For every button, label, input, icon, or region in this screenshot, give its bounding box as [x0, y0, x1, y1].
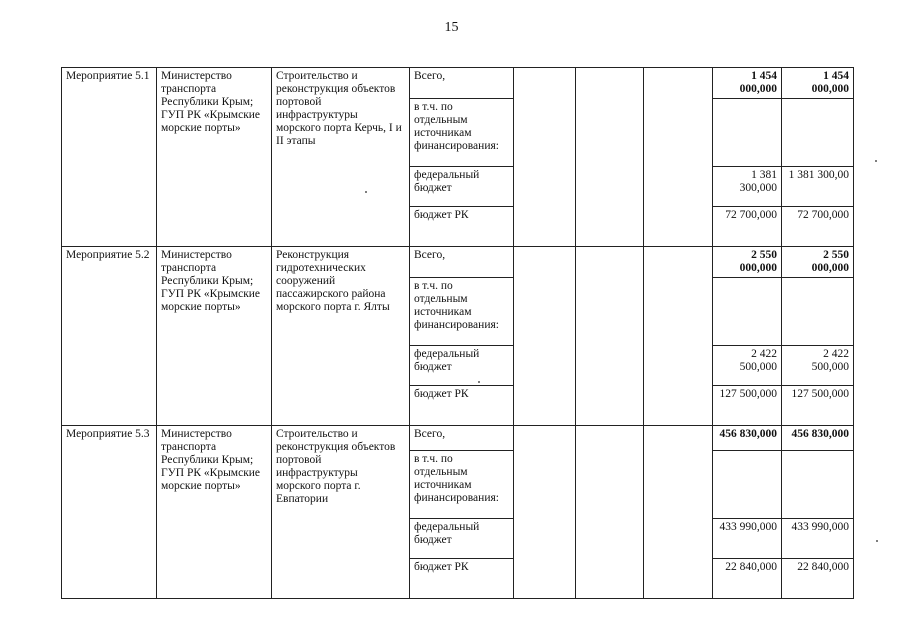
empty-cell — [782, 278, 854, 346]
budget-table — [61, 67, 854, 599]
description-cell: Реконструкция гидротехнических сооружений пассажирского района морского порта г. Ялты — [272, 247, 410, 426]
table-row — [62, 68, 854, 99]
federal-amount-cell: 1 381 300,00 — [782, 167, 854, 207]
total-amount-cell: 456 830,000 — [782, 426, 854, 451]
rk-label-cell: бюджет РК — [410, 386, 514, 426]
total-amount-cell: 456 830,000 — [713, 426, 782, 451]
total-amount-cell: 1 454 000,000 — [782, 68, 854, 99]
total-label-cell: Всего, — [410, 426, 514, 451]
event-cell: Мероприятие 5.1 — [62, 68, 157, 247]
page-number: 15 — [444, 20, 459, 35]
empty-cell — [782, 451, 854, 519]
empty-cell — [576, 247, 644, 426]
empty-cell — [576, 68, 644, 247]
empty-cell — [644, 247, 713, 426]
federal-amount-cell: 433 990,000 — [782, 519, 854, 559]
total-label-cell: Всего, — [410, 247, 514, 278]
federal-label-cell: федеральный бюджет — [410, 167, 514, 207]
description-cell: Строительство и реконструкция объектов портовой инфраструктуры морского порта Керчь, I и II этапы — [272, 68, 410, 247]
rk-amount-cell: 127 500,000 — [782, 386, 854, 426]
scan-speck — [875, 160, 877, 162]
scan-speck — [876, 540, 878, 542]
event-cell: Мероприятие 5.3 — [62, 426, 157, 599]
executor-cell: Министерство транспорта Республики Крым; ГУП РК «Крымские морские порты» — [157, 247, 272, 426]
scan-speck — [478, 381, 480, 383]
empty-cell — [713, 451, 782, 519]
executor-cell: Министерство транспорта Республики Крым; ГУП РК «Крымские морские порты» — [157, 426, 272, 599]
scan-speck — [365, 191, 367, 193]
total-amount-cell: 2 550 000,000 — [713, 247, 782, 278]
rk-label-cell: бюджет РК — [410, 207, 514, 247]
federal-amount-cell: 2 422 500,000 — [713, 346, 782, 386]
total-amount-cell: 2 550 000,000 — [782, 247, 854, 278]
federal-amount-cell: 1 381 300,000 — [713, 167, 782, 207]
empty-cell — [514, 68, 576, 247]
empty-cell — [713, 278, 782, 346]
sources-label-cell: в т.ч. по отдельным источникам финансирования: — [410, 99, 514, 167]
rk-amount-cell: 72 700,000 — [782, 207, 854, 247]
total-label-cell: Всего, — [410, 68, 514, 99]
federal-amount-cell: 2 422 500,000 — [782, 346, 854, 386]
empty-cell — [514, 247, 576, 426]
sources-label-cell: в т.ч. по отдельным источникам финансирования: — [410, 278, 514, 346]
event-cell: Мероприятие 5.2 — [62, 247, 157, 426]
empty-cell — [576, 426, 644, 599]
empty-cell — [644, 68, 713, 247]
rk-amount-cell: 127 500,000 — [713, 386, 782, 426]
federal-label-cell: федеральный бюджет — [410, 346, 514, 386]
empty-cell — [713, 99, 782, 167]
rk-amount-cell: 22 840,000 — [713, 559, 782, 599]
table-row — [62, 426, 854, 451]
table-row — [62, 247, 854, 278]
federal-label-cell: федеральный бюджет — [410, 519, 514, 559]
empty-cell — [644, 426, 713, 599]
federal-amount-cell: 433 990,000 — [713, 519, 782, 559]
rk-amount-cell: 22 840,000 — [782, 559, 854, 599]
rk-amount-cell: 72 700,000 — [713, 207, 782, 247]
executor-cell: Министерство транспорта Республики Крым; ГУП РК «Крымские морские порты» — [157, 68, 272, 247]
total-amount-cell: 1 454 000,000 — [713, 68, 782, 99]
sources-label-cell: в т.ч. по отдельным источникам финансирования: — [410, 451, 514, 519]
empty-cell — [514, 426, 576, 599]
rk-label-cell: бюджет РК — [410, 559, 514, 599]
empty-cell — [782, 99, 854, 167]
description-cell: Строительство и реконструкция объектов портовой инфраструктуры морского порта г. Евпатории — [272, 426, 410, 599]
